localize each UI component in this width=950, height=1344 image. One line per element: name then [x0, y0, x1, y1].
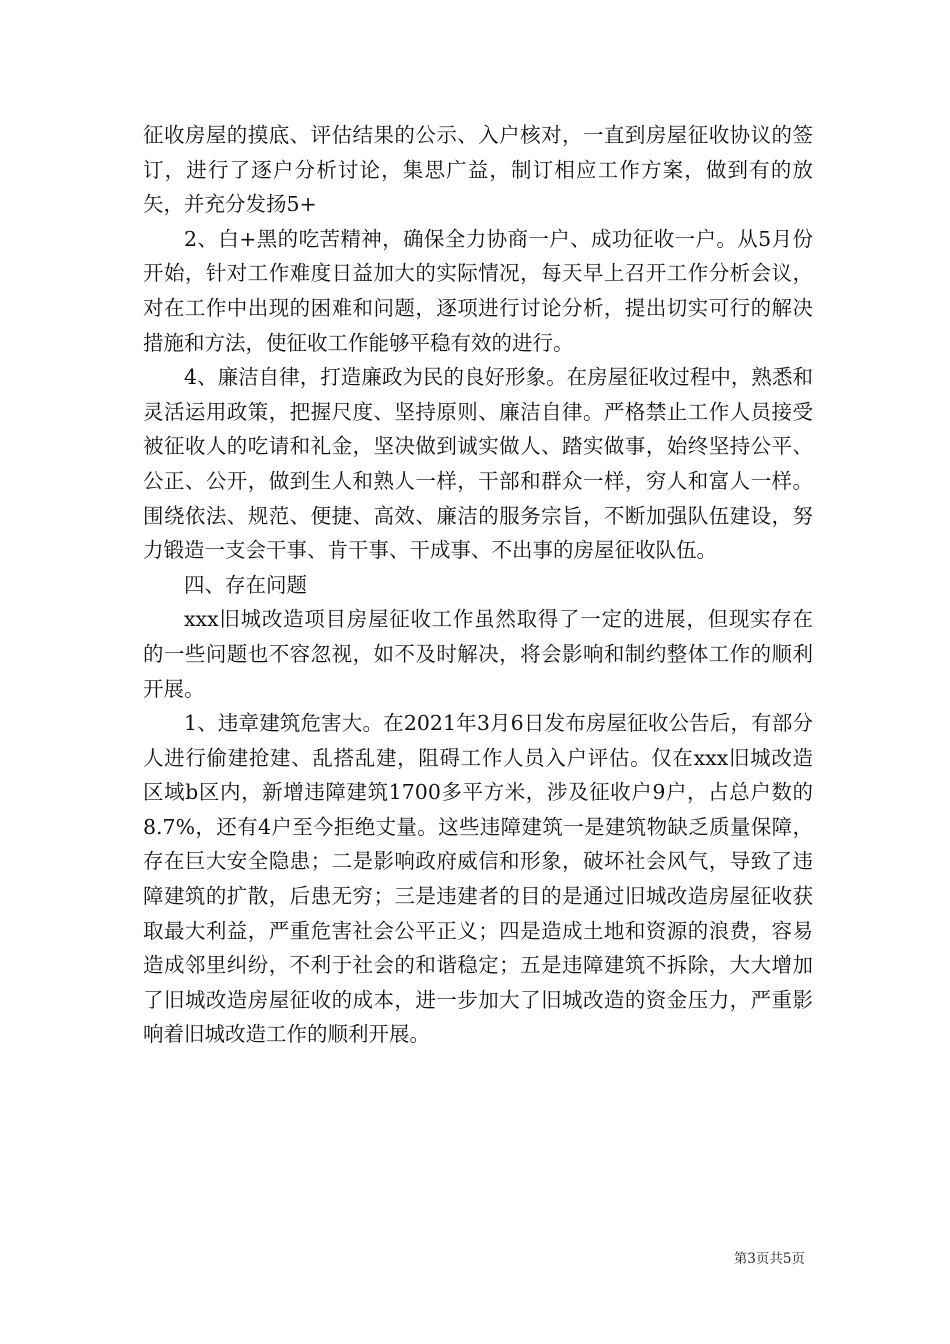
paragraph-problems-intro: xxx旧城改造项目房屋征收工作虽然取得了一定的进展，但现实存在的一些问题也不容忽视，如不及时解决，将会影响和制约整体工作的顺利开展。	[143, 607, 813, 701]
section-heading-problems: 四、存在问题	[184, 572, 307, 597]
document-body	[143, 118, 813, 1052]
paragraph-problem-1: 1、违章建筑危害大。在2021年3月6日发布房屋征收公告后，有部分人进行偷建抢建、乱搭乱建，阻碍工作人员入户评估。仅在xxx旧城改造区域b区内，新增违障建筑1700多平方米，涉及征收户9户，占总户数的8.7%，还有4户至今拒绝丈量。这些违障建筑一是建筑物缺乏质量保障，存在巨大安全隐患；二是影响政府威信和形象，破坏社会风气，导致了违障建筑的扩散，后患无穷；三是违建者的目的是通过旧城改造房屋征收获取最大利益，严重危害社会公平正义；四是造成土地和资源的浪费，容易造成邻里纠纷，不利于社会的和谐稳定；五是违障建筑不拆除，大大增加了旧城改造房屋征收的成本，进一步加大了旧城改造的资金压力，严重影响着旧城改造工作的顺利开展。	[143, 711, 813, 1047]
paragraph-item-4: 4、廉洁自律，打造廉政为民的良好形象。在房屋征收过程中，熟悉和灵活运用政策，把握尺度、坚持原则、廉洁自律。严格禁止工作人员接受被征收人的吃请和礼金，坚决做到诚实做人、踏实做事，始终坚持公平、公正、公开，做到生人和熟人一样，干部和群众一样，穷人和富人一样。围绕依法、规范、便捷、高效、廉洁的服务宗旨，不断加强队伍建设，努力锻造一支会干事、肯干事、干成事、不出事的房屋征收队伍。	[143, 365, 813, 563]
page-number-footer: 第3页共5页	[733, 1251, 805, 1267]
paragraph-item-2: 2、白+黑的吃苦精神，确保全力协商一户、成功征收一户。从5月份开始，针对工作难度日益加大的实际情况，每天早上召开工作分析会议，对在工作中出现的困难和问题，逐项进行讨论分析，提出切实可行的解决措施和方法，使征收工作能够平稳有效的进行。	[143, 226, 813, 355]
paragraph-continuation: 征收房屋的摸底、评估结果的公示、入户核对，一直到房屋征收协议的签订，进行了逐户分析讨论，集思广益，制订相应工作方案，做到有的放矢，并充分发扬5+	[143, 123, 813, 217]
